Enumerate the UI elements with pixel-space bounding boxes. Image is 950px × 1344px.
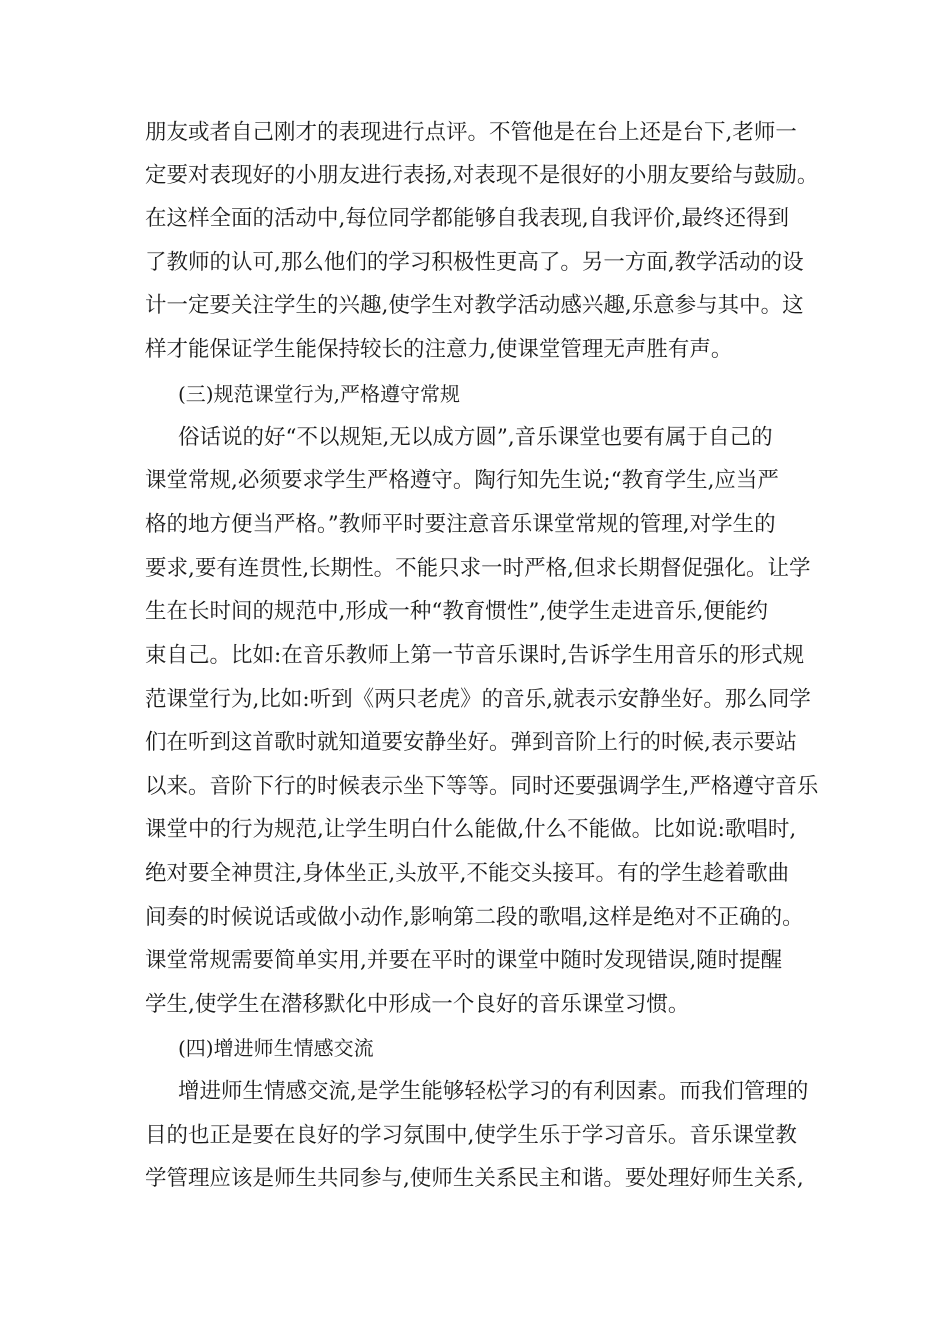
body-text-line: 了教师的认可,那么他们的学习积极性更高了。另一方面,教学活动的设 <box>145 250 804 275</box>
paragraph-first-line: 俗话说的好“不以规矩,无以成方圆”,音乐课堂也要有属于自己的 <box>178 425 773 450</box>
body-text-line: 绝对要全神贯注,身体坐正,头放平,不能交头接耳。有的学生趁着歌曲 <box>145 861 790 886</box>
body-text-line: 生在长时间的规范中,形成一种“教育惯性”,使学生走进音乐,便能约 <box>145 599 768 624</box>
section-heading: (四)增进师生情感交流 <box>178 1036 374 1060</box>
body-text-line: 课堂常规,必须要求学生严格遵守。陶行知先生说;“教育学生,应当严 <box>145 468 779 493</box>
paragraph-first-line: 增进师生情感交流,是学生能够轻松学习的有利因素。而我们管理的 <box>178 1079 809 1104</box>
body-text-line: 朋友或者自己刚才的表现进行点评。不管他是在台上还是台下,老师一 <box>145 120 797 145</box>
body-text-line: 学生,使学生在潜移默化中形成一个良好的音乐课堂习惯。 <box>145 992 690 1017</box>
body-text-line: 束自己。比如:在音乐教师上第一节音乐课时,告诉学生用音乐的形式规 <box>145 643 805 668</box>
body-text-line: 范课堂行为,比如:听到《两只老虎》的音乐,就表示安静坐好。那么同学 <box>145 687 811 712</box>
body-text-line: 以来。音阶下行的时候表示坐下等等。同时还要强调学生,严格遵守音乐 <box>145 774 819 799</box>
body-text-line: 学管理应该是师生共同参与,使师生关系民主和谐。要处理好师生关系, <box>145 1166 804 1191</box>
body-text-line: 样才能保证学生能保持较长的注意力,使课堂管理无声胜有声。 <box>145 337 733 362</box>
body-text-line: 间奏的时候说话或做小动作,影响第二段的歌唱,这样是绝对不正确的。 <box>145 905 804 930</box>
body-text-line: 们在听到这首歌时就知道要安静坐好。弹到音阶上行的时候,表示要站 <box>145 730 797 755</box>
body-text-line: 计一定要关注学生的兴趣,使学生对教学活动感兴趣,乐意参与其中。这 <box>145 293 804 318</box>
body-text-line: 在这样全面的活动中,每位同学都能够自我表现,自我评价,最终还得到 <box>145 206 790 231</box>
body-text-line: 课堂常规需要简单实用,并要在平时的课堂中随时发现错误,随时提醒 <box>145 948 783 973</box>
body-text-line: 要求,要有连贯性,长期性。不能只求一时严格,但求长期督促强化。让学 <box>145 556 811 581</box>
section-heading: (三)规范课堂行为,严格遵守常规 <box>178 382 460 406</box>
body-text-line: 课堂中的行为规范,让学生明白什么能做,什么不能做。比如说:歌唱时, <box>145 817 797 842</box>
body-text-line: 目的也正是要在良好的学习氛围中,使学生乐于学习音乐。音乐课堂教 <box>145 1123 797 1148</box>
body-text-line: 定要对表现好的小朋友进行表扬,对表现不是很好的小朋友要给与鼓励。 <box>145 163 819 188</box>
body-text-line: 格的地方便当严格。”教师平时要注意音乐课堂常规的管理,对学生的 <box>145 512 776 537</box>
